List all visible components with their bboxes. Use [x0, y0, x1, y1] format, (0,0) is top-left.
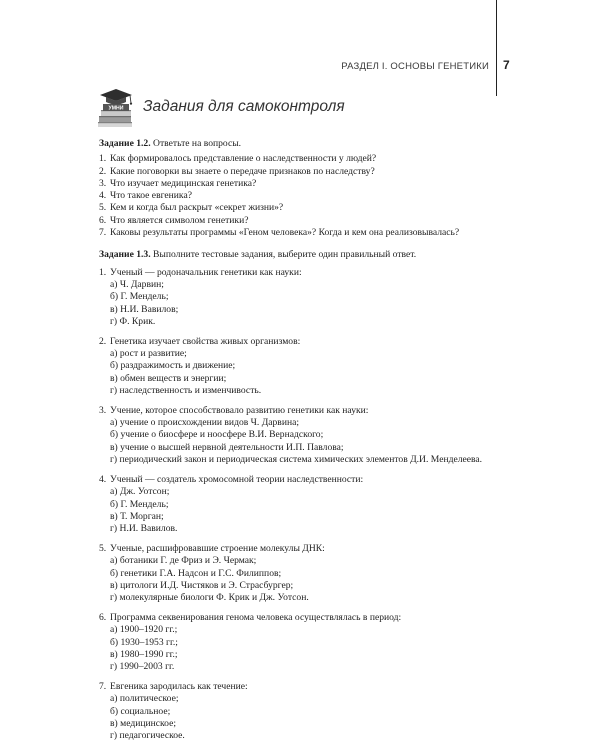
question-number: 3. — [99, 177, 107, 189]
answer-option: в) 1980–1990 гг.; — [110, 648, 178, 660]
answer-option: а) политическое; — [110, 693, 179, 705]
task-1-heading — [99, 138, 514, 150]
test-item — [99, 336, 514, 397]
answer-option: а) учение о происхождении видов Ч. Дарвина; — [110, 417, 300, 429]
test-number: 2. — [99, 335, 107, 347]
emblem-label: УМНИ — [108, 105, 124, 112]
test-number: 6. — [99, 612, 107, 624]
task-1-label: Задание 1.2. — [99, 138, 151, 149]
test-number: 5. — [99, 542, 107, 554]
task-2-label: Задание 1.3. — [99, 249, 151, 261]
test-question: Евгеника зародилась как течение: — [110, 681, 248, 693]
test-question: Ученый — родоначальник генетики как науки: — [110, 266, 302, 278]
test-number: 7. — [99, 681, 107, 693]
answer-option: г) наследственность и изменчивость. — [110, 384, 262, 396]
answer-option: б) Г. Мендель; — [110, 498, 169, 510]
question-number: 2. — [99, 165, 107, 177]
test-question: Ученые, расшифровавшие строение молекулы ДНК: — [110, 542, 325, 554]
list-item — [99, 215, 514, 227]
list-item — [99, 153, 514, 165]
answer-option: б) социальное; — [110, 705, 171, 717]
question-text: Кем и когда был раскрыт «секрет жизни»? — [110, 202, 284, 214]
answer-option: в) учение о высшей нервной деятельности И.П. Павлова; — [110, 441, 344, 453]
question-number: 4. — [99, 190, 107, 202]
list-item — [99, 178, 514, 190]
tasks-content — [99, 138, 514, 743]
answer-option: г) Н.И. Вавилов. — [110, 523, 178, 535]
answer-option: в) Н.И. Вавилов; — [110, 303, 179, 315]
answer-option: в) цитологи И.Д. Чистяков и Э. Страсбургер; — [110, 579, 294, 591]
running-title: РАЗДЕЛ I. ОСНОВЫ ГЕНЕТИКИ — [341, 61, 489, 72]
answer-option: б) 1930–1953 гг.; — [110, 636, 178, 648]
question-number: 1. — [99, 153, 107, 165]
question-text: Что изучает медицинская генетика? — [110, 177, 257, 189]
list-item — [99, 202, 514, 214]
test-question: Программа секвенирования генома человека осуществлялась в период: — [110, 612, 402, 624]
list-item — [99, 166, 514, 178]
question-text: Что является символом генетики? — [110, 214, 249, 226]
test-number: 4. — [99, 473, 107, 485]
answer-option: б) учение о биосфере и ноосфере В.И. Вернадского; — [110, 429, 324, 441]
answer-option: б) раздражимость и движение; — [110, 360, 236, 372]
question-list — [99, 153, 514, 239]
answer-option: б) генетики Г.А. Надсон и Г.С. Филиппов; — [110, 567, 282, 579]
answer-option: а) Ч. Дарвин; — [110, 278, 164, 290]
section-heading-row — [94, 86, 514, 132]
answer-option: г) педагогическое. — [110, 730, 185, 742]
test-list — [99, 267, 514, 743]
question-text: Каковы результаты программы «Геном человека»? Когда и кем она реализовывалась? — [110, 227, 460, 239]
answer-option: г) 1990–2003 гг. — [110, 661, 175, 673]
section-title: Задания для самоконтроля — [143, 98, 345, 115]
answer-option: а) рост и развитие; — [110, 348, 187, 360]
answer-option: в) обмен веществ и энергии; — [110, 372, 227, 384]
answer-option: в) медицинское; — [110, 718, 177, 730]
header-rule — [496, 0, 497, 96]
answer-option: в) Т. Морган; — [110, 510, 164, 522]
page-number: 7 — [503, 58, 510, 72]
task-2-heading — [99, 249, 514, 261]
list-item — [99, 227, 514, 239]
list-item — [99, 190, 514, 202]
answer-option: а) ботаники Г. де Фриз и Э. Чермак; — [110, 555, 257, 567]
test-number: 3. — [99, 404, 107, 416]
question-text: Какие поговорки вы знаете о передаче признаков по наследству? — [110, 165, 375, 177]
test-item — [99, 543, 514, 604]
test-item — [99, 474, 514, 535]
question-text: Как формировалось представление о наследственности у людей? — [110, 153, 377, 165]
question-number: 6. — [99, 214, 107, 226]
question-number: 7. — [99, 227, 107, 239]
test-item — [99, 681, 514, 742]
test-item — [99, 612, 514, 673]
answer-option: б) Г. Мендель; — [110, 291, 169, 303]
question-text: Что такое евгеника? — [110, 190, 192, 202]
test-question: Генетика изучает свойства живых организмов: — [110, 335, 301, 347]
task-1-instruction: Ответьте на вопросы. — [153, 138, 242, 149]
test-number: 1. — [99, 266, 107, 278]
answer-option: г) Ф. Крик. — [110, 315, 156, 327]
test-item — [99, 405, 514, 466]
graduation-cap-books-icon — [94, 86, 138, 130]
answer-option: г) периодический закон и периодическая система химических элементов Д.И. Менделеева. — [110, 454, 483, 466]
question-number: 5. — [99, 202, 107, 214]
test-question: Учение, которое способствовало развитию генетики как науки: — [110, 404, 369, 416]
task-2-instruction: Выполните тестовые задания, выберите один правильный ответ. — [153, 249, 417, 261]
test-question: Ученый — создатель хромосомной теории наследственности: — [110, 473, 364, 485]
answer-option: г) молекулярные биологи Ф. Крик и Дж. Уотсон. — [110, 592, 309, 604]
test-item — [99, 267, 514, 328]
answer-option: а) Дж. Уотсон; — [110, 486, 170, 498]
answer-option: а) 1900–1920 гг.; — [110, 624, 178, 636]
